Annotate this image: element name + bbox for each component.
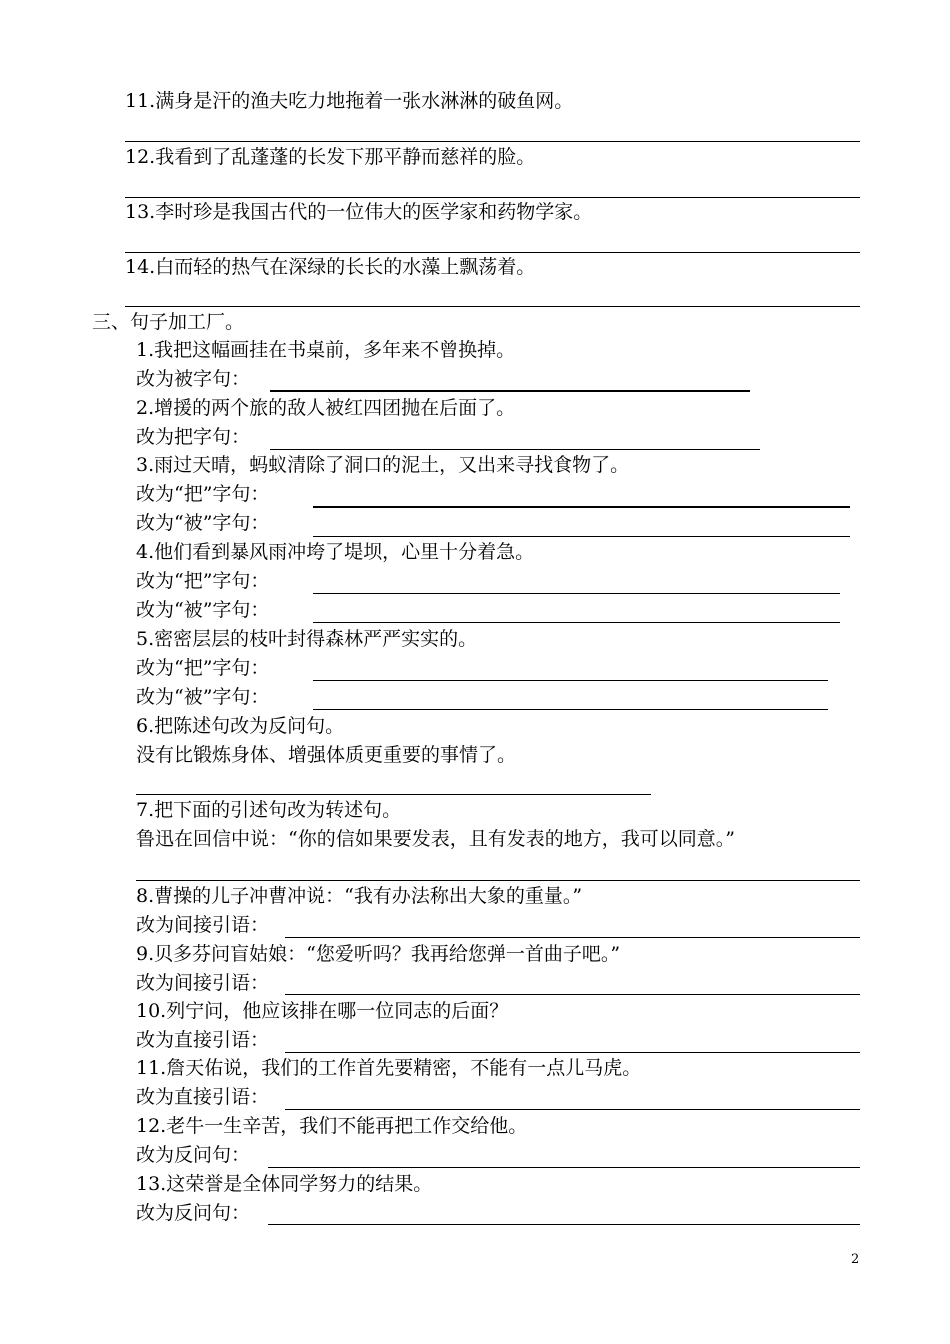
answer-line[interactable]: [136, 794, 651, 795]
q11-sentence: 11.詹天佑说，我们的工作首先要精密，不能有一点儿马虎。: [136, 1057, 642, 1079]
answer-line[interactable]: [125, 252, 860, 253]
q1-instruction: 改为被字句：: [136, 368, 251, 390]
answer-line[interactable]: [313, 622, 840, 623]
answer-line[interactable]: [285, 1052, 860, 1053]
q3-instruction-ba: 改为“把”字句：: [136, 483, 270, 505]
answer-line[interactable]: [285, 1109, 860, 1110]
answer-line[interactable]: [125, 197, 860, 198]
q10-instruction: 改为直接引语：: [136, 1029, 270, 1051]
page-number: 2: [851, 1252, 860, 1267]
q5-sentence: 5.密密层层的枝叶封得森林严严实实的。: [136, 628, 478, 650]
q9-instruction: 改为间接引语：: [136, 972, 270, 994]
q3-instruction-bei: 改为“被”字句：: [136, 512, 270, 534]
q3-sentence: 3.雨过天晴，蚂蚁清除了洞口的泥土，又出来寻找食物了。: [136, 454, 630, 476]
answer-line[interactable]: [268, 1224, 860, 1225]
q2-sentence: 2.增援的两个旅的敌人被红四团抛在后面了。: [136, 397, 516, 419]
answer-line[interactable]: [313, 593, 840, 594]
q12-instruction: 改为反问句：: [136, 1144, 251, 1166]
q1-sentence: 1.我把这幅画挂在书桌前，多年来不曾换掉。: [136, 339, 516, 361]
q9-sentence: 9.贝多芬问盲姑娘：“您爱听吗？我再给您弹一首曲子吧。”: [136, 943, 621, 965]
q4-sentence: 4.他们看到暴风雨冲垮了堤坝，心里十分着急。: [136, 541, 535, 563]
answer-line[interactable]: [136, 880, 860, 881]
answer-line[interactable]: [313, 536, 850, 537]
q13-instruction: 改为反问句：: [136, 1202, 251, 1224]
q4-instruction-bei: 改为“被”字句：: [136, 599, 270, 621]
q2-instruction: 改为把字句：: [136, 426, 251, 448]
answer-line[interactable]: [285, 937, 860, 938]
q8-instruction: 改为间接引语：: [136, 914, 270, 936]
q6-instruction: 6.把陈述句改为反问句。: [136, 715, 345, 737]
part2-item-11: 11.满身是汗的渔夫吃力地拖着一张水淋淋的破鱼网。: [125, 90, 574, 112]
section-3-heading: 三、句子加工厂。: [92, 311, 245, 333]
q6-sentence: 没有比锻炼身体、增强体质更重要的事情了。: [136, 744, 517, 766]
answer-line[interactable]: [313, 709, 828, 710]
answer-line[interactable]: [270, 449, 760, 450]
answer-line[interactable]: [268, 1167, 860, 1168]
answer-line[interactable]: [125, 141, 860, 142]
q11-instruction: 改为直接引语：: [136, 1086, 270, 1108]
q8-sentence: 8.曹操的儿子冲曹冲说：“我有办法称出大象的重量。”: [136, 885, 583, 907]
answer-line[interactable]: [270, 390, 750, 392]
q5-instruction-ba: 改为“把”字句：: [136, 657, 270, 679]
part2-item-14: 14.白而轻的热气在深绿的长长的水藻上飘荡着。: [125, 256, 536, 278]
q13-sentence: 13.这荣誉是全体同学努力的结果。: [136, 1173, 433, 1195]
q10-sentence: 10.列宁问，他应该排在哪一位同志的后面？: [136, 1000, 509, 1022]
q4-instruction-ba: 改为“把”字句：: [136, 570, 270, 592]
answer-line[interactable]: [125, 306, 860, 307]
answer-line[interactable]: [313, 680, 828, 681]
q5-instruction-bei: 改为“被”字句：: [136, 686, 270, 708]
answer-line[interactable]: [285, 994, 860, 995]
part2-item-12: 12.我看到了乱蓬蓬的长发下那平静而慈祥的脸。: [125, 146, 536, 168]
answer-line[interactable]: [313, 506, 850, 508]
q12-sentence: 12.老牛一生辛苦，我们不能再把工作交给他。: [136, 1115, 528, 1137]
q7-sentence: 鲁迅在回信中说：“你的信如果要发表，且有发表的地方，我可以同意。”: [136, 828, 735, 850]
q7-instruction: 7.把下面的引述句改为转述句。: [136, 799, 402, 821]
part2-item-13: 13.李时珍是我国古代的一位伟大的医学家和药物学家。: [125, 201, 593, 223]
